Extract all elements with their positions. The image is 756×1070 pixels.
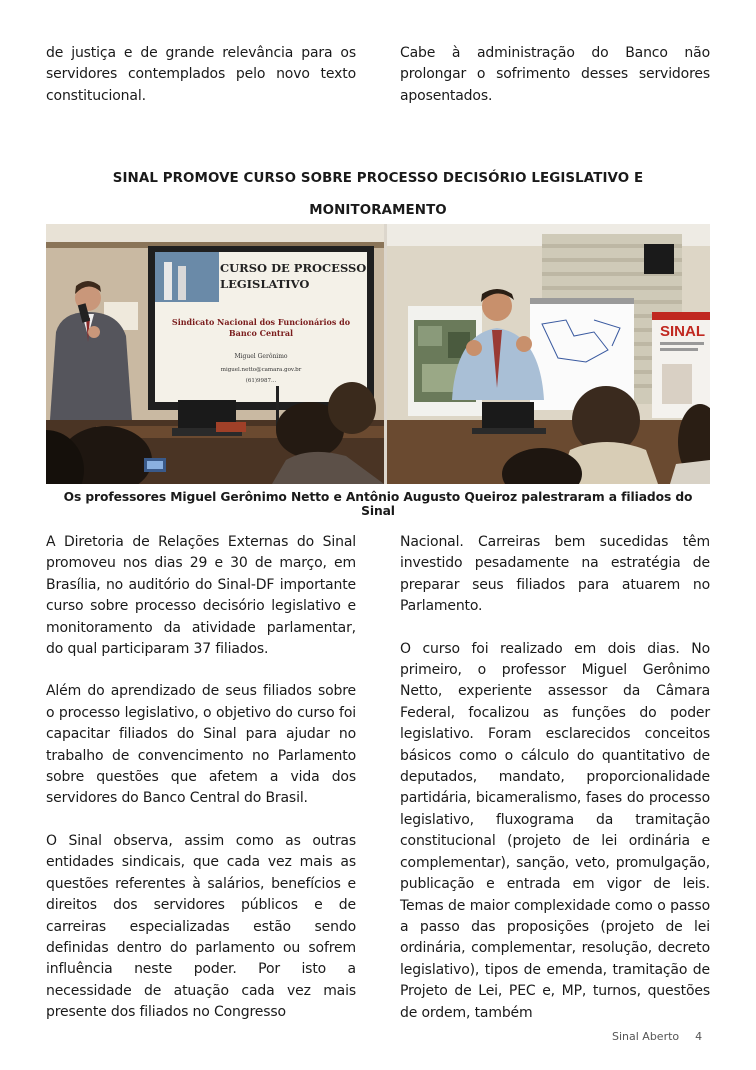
- body-paragraph: Além do aprendizado de seus filiados sobre o processo legislativo, o objetivo do curso foi capacitar filiados do Sinal para ajudar no trabalho de convencimento no Parlamento sobre questões que afetem a vida dos servidores do Banco Central do Brasil.: [46, 683, 356, 807]
- page-footer: [612, 1030, 702, 1043]
- body-paragraph: Nacional. Carreiras bem sucedidas têm investido pesadamente na estratégia de preparar seus filiados para atuarem no Parlamento.: [400, 534, 710, 615]
- body-paragraph: O curso foi realizado em dois dias. No primeiro, o professor Miguel Gerônimo Netto, experiente assessor da Câmara Federal, focalizou as funções do poder legislativo. Foram esclarecidos conceitos básicos como o cálculo do quantitativo de deputados, mandato, proporcionalidade partidária, bicameralismo, fases do processo legislativo, fluxograma da tramitação constitucional (projeto de lei ordinária e complementar), sanção, veto, promulgação, publicação e entrada em vigor de leis. Temas de maior complexidade como o passo a passo das proposições (projeto de lei ordinária, complementar, resolução, decreto legislativo), tipos de emenda, tramitação de Projeto de Lei, PEC e, MP, turnos, questões de ordem, também: [400, 640, 710, 1021]
- publication-name: Sinal Aberto: [612, 1030, 680, 1043]
- top-left-column: [46, 43, 356, 128]
- slide-title-1: CURSO DE PROCESSO: [220, 261, 367, 275]
- top-right-column: [400, 43, 710, 128]
- body-left-column: [46, 532, 356, 1045]
- body-paragraph: O Sinal observa, assim como as outras entidades sindicais, que cada vez mais as questões referentes à salários, benefícios e direitos dos servidores públicos e de carreiras especializadas estão sendo definidas dentro do parlamento ou sofrem influência neste poder. Por isto a necessidade de atuação cada vez mais presente dos filiados no Congresso: [46, 832, 356, 1021]
- body-paragraph: A Diretoria de Relações Externas do Sinal promoveu nos dias 29 e 30 de março, em Brasília, no auditório do Sinal-DF importante curso sobre processo decisório legislativo e monitoramento da atividade parlamentar, do qual participaram 37 filiados.: [46, 534, 356, 658]
- slide-phone: (61)9987...: [245, 378, 277, 384]
- photo-caption: Os professores Miguel Gerônimo Netto e Antônio Augusto Queiroz palestraram a filiados do Sinal: [63, 490, 693, 518]
- slide-org-2: Banco Central: [228, 328, 294, 338]
- slide-title-2: LEGISLATIVO: [220, 277, 310, 291]
- event-photo: [46, 224, 710, 484]
- slide-presenter: Miguel Gerônimo: [234, 353, 288, 360]
- page-number: 4: [695, 1030, 703, 1043]
- slide-org-1: Sindicato Nacional dos Funcionários do: [171, 317, 351, 327]
- top-left-paragraph: de justiça e de grande relevância para os servidores contemplados pelo novo texto constitucional.: [46, 45, 356, 104]
- banner-logo-text: SINAL: [660, 323, 705, 340]
- body-right-column: [400, 532, 710, 1045]
- top-right-paragraph: Cabe à administração do Banco não prolongar o sofrimento desses servidores aposentados.: [400, 45, 710, 104]
- event-photo-illustration: [46, 224, 710, 484]
- slide-email: miguel.netto@camara.gov.br: [220, 367, 302, 373]
- headline-line-1: SINAL PROMOVE CURSO SOBRE PROCESSO DECISÓRIO LEGISLATIVO E MONITORAMENTO: [112, 171, 644, 218]
